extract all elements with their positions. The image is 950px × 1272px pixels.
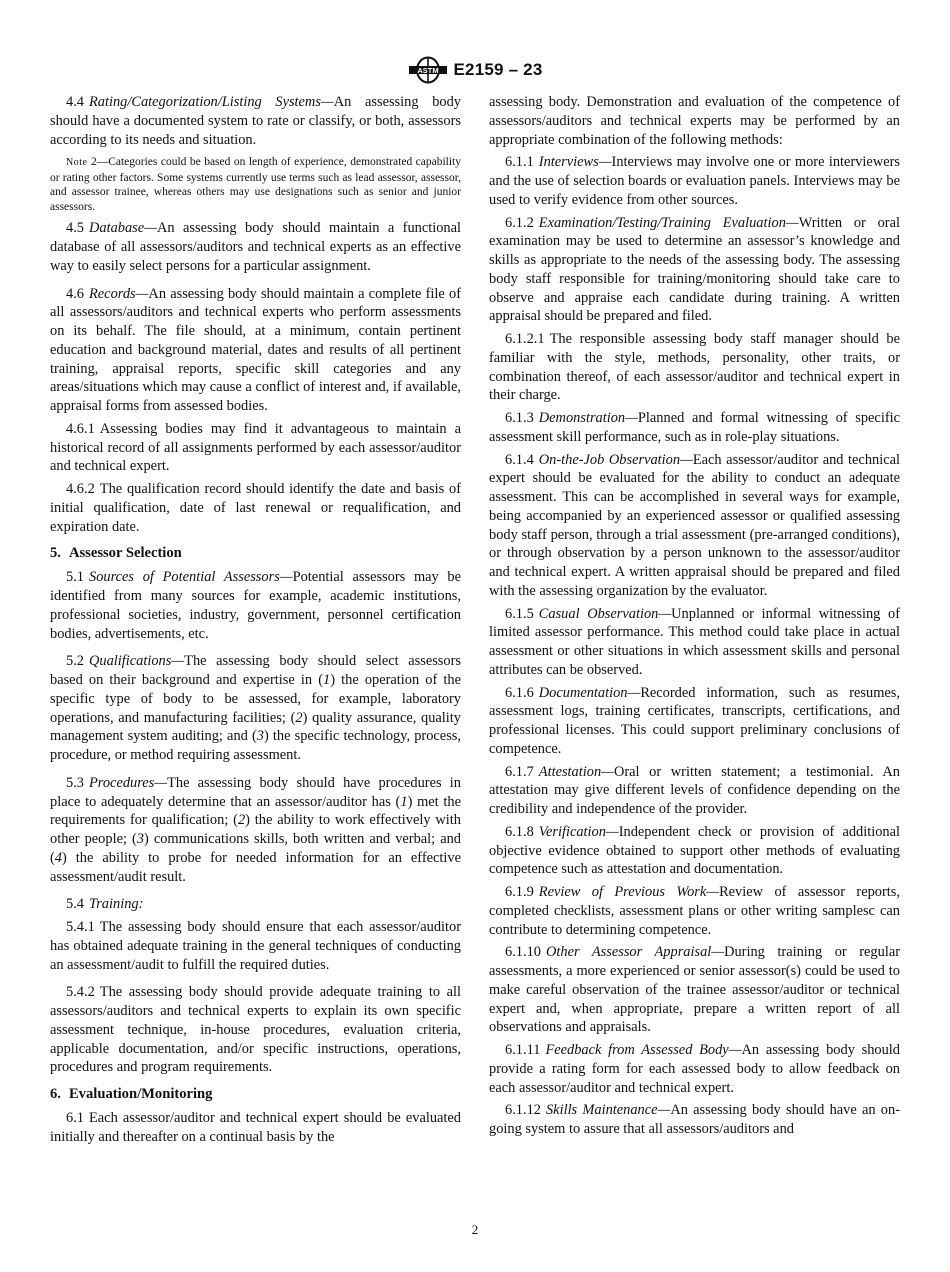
section-6-1-12: 6.1.12 Skills Maintenance—An assessing body should have an on-going system to assure that all assessors/auditors and (489, 1102, 900, 1137)
section-4-4: 4.4 Rating/Categorization/Listing Systems—An assessing body should have a documented system to rate or classify, or both, assessors according to its needs and situation. (50, 94, 461, 148)
left-column (50, 93, 461, 1151)
section-6-1-1: 6.1.1 Interviews—Interviews may involve one or more interviewers and the use of selection boards or evaluation panels. Interviews may be used to verify evidence from other sources. (489, 154, 900, 208)
section-6-1-continued: assessing body. Demonstration and evaluation of the competence of assessors/auditors and technical experts may be performed by an appropriate combination of the following methods: (489, 94, 900, 148)
section-6-1-3: 6.1.3 Demonstration—Planned and formal witnessing of specific assessment skill performance, such as in role-play situations. (489, 410, 900, 445)
section-6-1-2-1: 6.1.2.1 The responsible assessing body staff manager should be familiar with the style, methods, personality, other traits, or combination thereof, of each assessor/auditor and technical expert in their charge. (489, 331, 900, 404)
section-4-6-1: 4.6.1 Assessing bodies may find it advantageous to maintain a historical record of all assignments performed by each assessor/auditor and technical expert. (50, 420, 461, 475)
section-6-1-5: 6.1.5 Casual Observation—Unplanned or informal witnessing of limited assessor performance. This method could take place in actual assessment or other situations in which assessment skills and personal attributes can be observed. (489, 605, 900, 678)
section-6-1-4: 6.1.4 On-the-Job Observation—Each assessor/auditor and technical expert should be evaluated for the ability to conduct an adequate assessment. This can be accomplished in several ways for example, being accompanied by an experienced assessor or qualified assessing body staff person, through a trial assessment (pre-arranged conditions), or through observation by a person unknown to the assessor/auditor and technical expert. A written appraisal should be prepared and filed with the assessing organization by the evaluator. (489, 451, 900, 599)
section-5-4: 5.4 Training: (66, 896, 144, 913)
section-4-6: 4.6 Records—An assessing body should maintain a complete file of all assessors/auditors and technical experts who perform assessments on its behalf. The file should, at a minimum, contain pertinent education and background material, dates and results of all pertinent training, appraisal reports, specific skill categories and any areas/situations which may cause a conflict of interest and, if available, appraisal forms from assessed bodies. (50, 285, 461, 414)
section-5-4-2: 5.4.2 The assessing body should provide adequate training to all assessors/auditors and technical experts to explain its own specific assessment technique, in-house procedures, evaluation criteria, applicable documentation, and/or specific instructions, operations, procedures and program requirements. (50, 984, 461, 1076)
section-5-3: 5.3 Procedures—The assessing body should have procedures in place to adequately determine that an assessor/auditor has (1) met the requirements for qualification; (2) the ability to work effectively with other people; (3) communications skills, both written and verbal; and (4) the ability to probe for needed information for an effective assessment/audit result. (50, 774, 462, 885)
astm-logo-icon (408, 56, 448, 84)
section-6-1-7: 6.1.7 Attestation—Oral or written statement; a testimonial. An attestation may give different levels of confidence depending on the credibility and independence of the provider. (489, 763, 900, 817)
section-6-heading: 6. Evaluation/Monitoring (50, 1086, 213, 1102)
page-header (0, 56, 950, 84)
section-6-1-11: 6.1.11 Feedback from Assessed Body—An assessing body should provide a rating form for each assessed body to allow feedback on each assessor/auditor and technical expert. (489, 1042, 901, 1096)
section-6-1-6: 6.1.6 Documentation—Recorded information, such as resumes, assessment logs, training certificates, transcripts, certifications, and professional licenses. This could support preliminary conclusions of competence. (489, 684, 900, 757)
section-6-1-8: 6.1.8 Verification—Independent check or provision of additional objective evidence obtained to support other methods of evaluating competence such as attestation and documentation. (489, 823, 900, 878)
section-6-1-10: 6.1.10 Other Assessor Appraisal—During training or regular assessments, a more experienced or senior assessor(s) could be used to make careful observation of the trainee assessor/auditor or technical expert and, when appropriate, prepare a written report of all observations and appraisals. (489, 944, 900, 1036)
section-5-heading: 5. Assessor Selection (50, 545, 182, 562)
section-5-2: 5.2 Qualifications—The assessing body should select assessors based on their background and expertise in (1) the operation of the specific type of body to be assessed, for example, laboratory operations, and manufacturing facilities; (2) quality assurance, quality management system auditing; and (3) the specific technology, process, procedure, or method requiring assessment. (50, 653, 461, 763)
section-4-6-2: 4.6.2 The qualification record should identify the date and basis of initial qualification, date of last renewal or requalification, and expiration date. (50, 481, 461, 535)
section-6-1: 6.1 Each assessor/auditor and technical expert should be evaluated initially and thereafter on a continual basis by the (50, 1110, 461, 1145)
standard-designation: E2159 – 23 (453, 60, 543, 79)
note-2: Note 2—Categories could be based on length of experience, demonstrated capability or rating other factors. Some systems currently use terms such as lead assessor, assessor, and assessor trainee, whereas others may use designations such as senior and junior assessors. (50, 156, 462, 213)
section-5-1: 5.1 Sources of Potential Assessors—Potential assessors may be identified from many sources for example, academic institutions, professional societies, industry, government, personnel certification bodies, advertisements, etc. (50, 569, 462, 642)
section-6-1-2: 6.1.2 Examination/Testing/Training Evaluation—Written or oral examination may be used to determine an assessor’s knowledge and skills as appropriate to the needs of the assessing body. The assessing body staff responsible for training/monitoring should take care to observe and appraise each candidate during training. A written appraisal should be prepared and filed. (489, 214, 900, 325)
section-6-1-9: 6.1.9 Review of Previous Work—Review of assessor reports, completed checklists, assessment plans or other writing samplesc can contribute to determining competence. (489, 884, 900, 938)
page-number: 2 (471, 1222, 479, 1237)
svg-text:ASTM: ASTM (416, 65, 439, 75)
right-column (489, 93, 900, 1143)
section-5-4-1: 5.4.1 The assessing body should ensure that each assessor/auditor has obtained adequate training in the general techniques of conducting an assessment/audit to fulfill the required duties. (50, 919, 461, 973)
section-4-5: 4.5 Database—An assessing body should maintain a functional database of all assessors/auditors and technical experts as an effective way to easily select persons for a particular assignment. (50, 220, 461, 274)
